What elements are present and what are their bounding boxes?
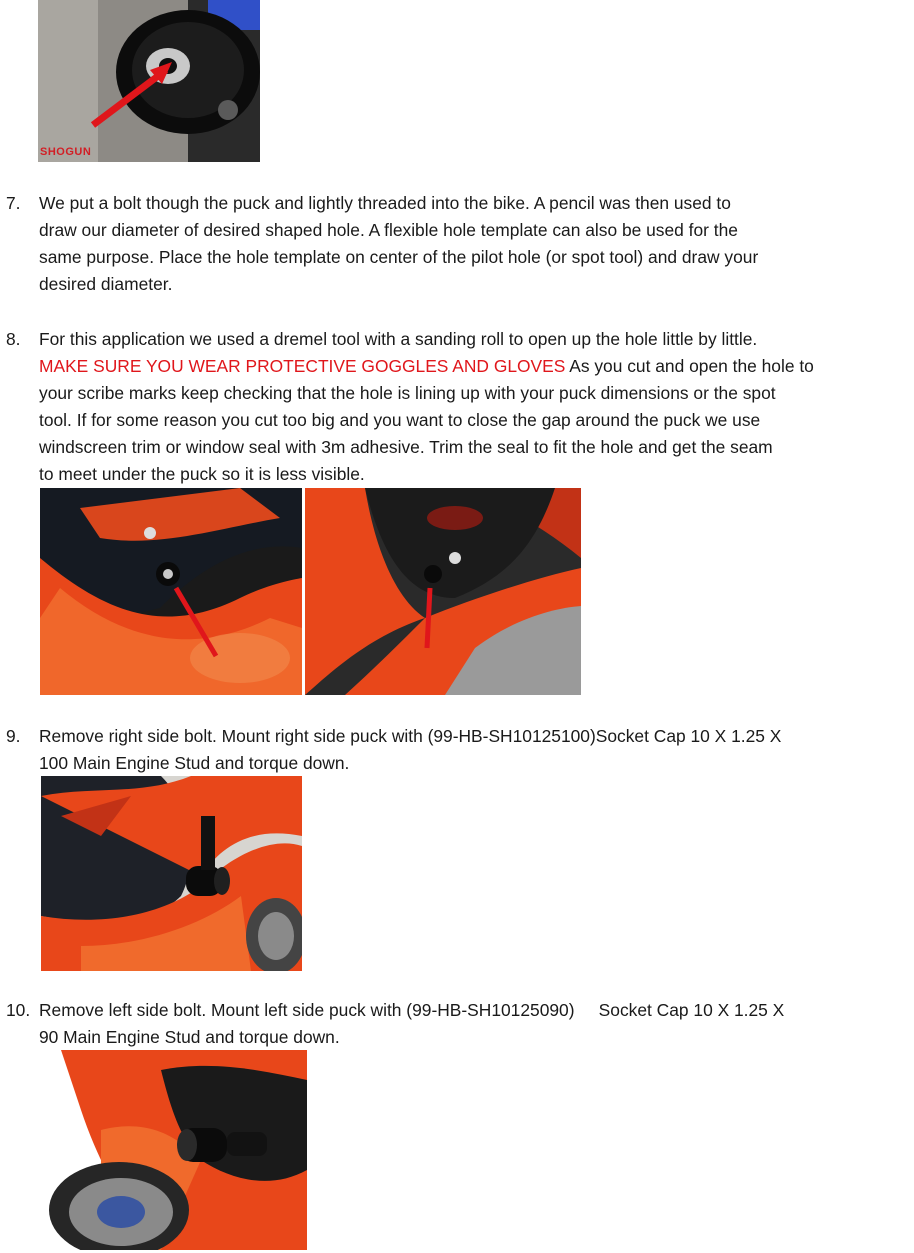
step-line-warning (39, 353, 814, 380)
step-line: draw our diameter of desired shaped hole. A flexible hole template can also be used for the (39, 220, 738, 240)
photo-fairing-left-marked (305, 488, 581, 695)
photo-puck-pilot-hole (38, 0, 260, 162)
shogun-logo: SHOGUN (40, 146, 92, 158)
step-line: We put a bolt though the puck and lightly threaded into the bike. A pencil was then used to (39, 193, 731, 213)
step-line-rest: As you cut and open the hole to (565, 356, 814, 376)
step-number: 8. (6, 329, 21, 349)
step-line: Remove right side bolt. Mount right side puck with (99-HB-SH10125100)Socket Cap 10 X 1.25 X (39, 726, 782, 746)
step-number: 7. (6, 193, 21, 213)
step-line: to meet under the puck so it is less visible. (39, 464, 365, 484)
step-line: Remove left side bolt. Mount left side puck with (99-HB-SH10125090) Socket Cap 10 X 1.25 X (39, 1000, 785, 1020)
step-number: 10. (6, 1000, 31, 1020)
photo-fairing-right-marked (40, 488, 302, 695)
step-line: For this application we used a dremel tool with a sanding roll to open up the hole little by little. (39, 329, 758, 349)
photo-right-puck-mounted (41, 776, 302, 971)
step-line: windscreen trim or window seal with 3m adhesive. Trim the seal to fit the hole and get the seam (39, 437, 773, 457)
step-line: 100 Main Engine Stud and torque down. (39, 753, 350, 773)
step-line: your scribe marks keep checking that the hole is lining up with your puck dimensions or the spot (39, 383, 776, 403)
safety-warning: MAKE SURE YOU WEAR PROTECTIVE GOGGLES AND GLOVES (39, 356, 566, 376)
step-line: tool. If for some reason you cut too big and you want to close the gap around the puck we use (39, 410, 761, 430)
step-line: 90 Main Engine Stud and torque down. (39, 1027, 340, 1047)
step-number: 9. (6, 726, 21, 746)
photo-left-puck-mounted (41, 1050, 307, 1250)
step-line: desired diameter. (39, 274, 173, 294)
step-line: same purpose. Place the hole template on center of the pilot hole (or spot tool) and draw your (39, 247, 759, 267)
